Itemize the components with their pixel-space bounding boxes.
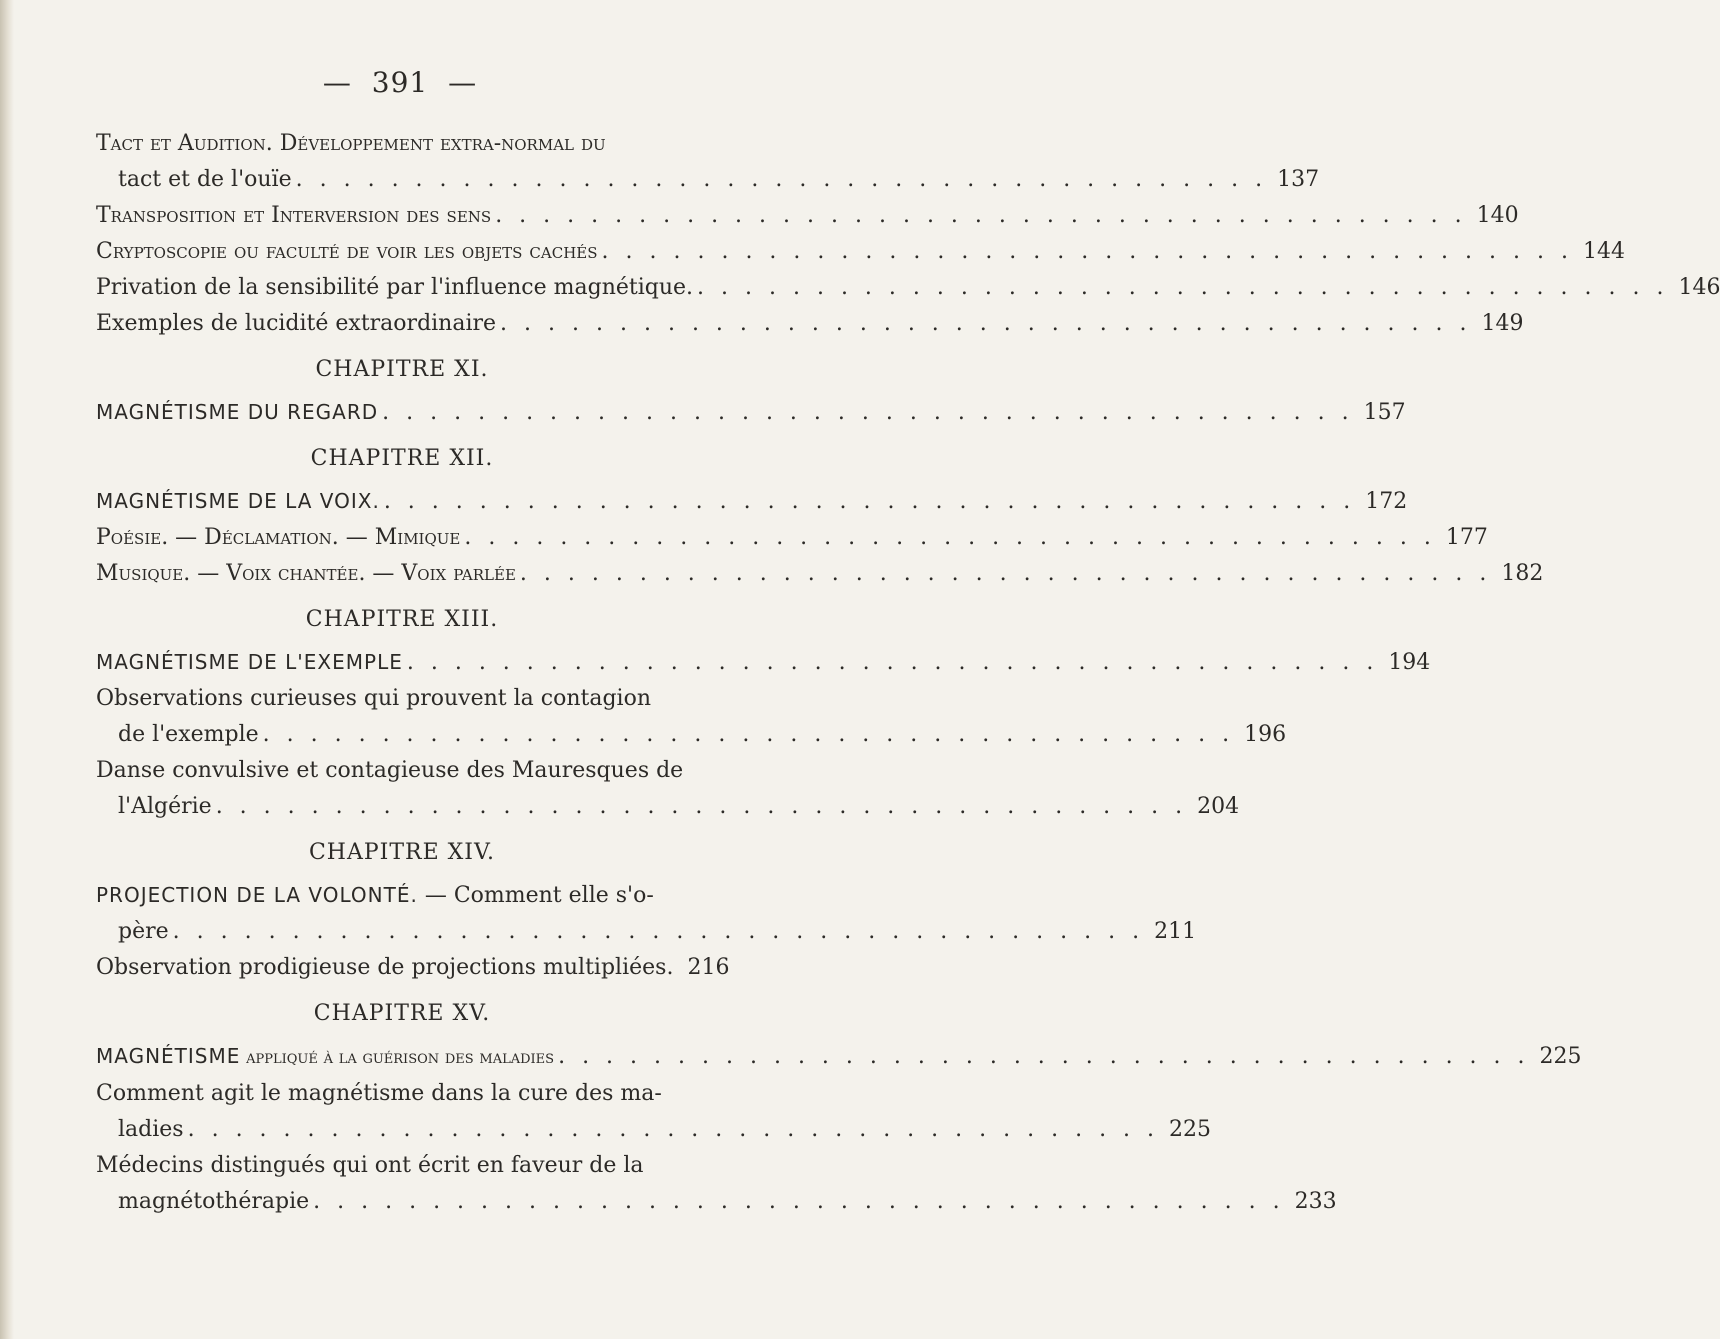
toc-entry-observation-prodigieuse (96, 950, 730, 986)
toc-entry-label: MAGNÉTISME DE L'EXEMPLE (96, 650, 403, 674)
toc-entry-first-sans: PROJECTION DE LA VOLONTÉ. (96, 883, 418, 907)
toc-entry-privation (96, 270, 1720, 306)
leader-dots: . . . . . . . . . . . . . . . . . . . . . . . . . . . . . . . . . . . . . . . . . (601, 239, 1573, 264)
toc-entry-magnetisme-voix (96, 483, 1408, 520)
toc-entry-first-line: Médecins distingués qui ont écrit en faveur de la (96, 1153, 644, 1178)
leader-dots: . . . . . . . . . . . . . . . . . . . . . . . . . . . . . . . . . . . . . . . . . (464, 525, 1436, 550)
chapter-heading-xiii: CHAPITRE XIII. (305, 607, 499, 632)
toc-entry-page: 194 (1388, 650, 1431, 675)
chapter-heading-xiv: CHAPITRE XIV. (308, 840, 496, 865)
toc-entry-label: père (118, 919, 169, 944)
toc-entry-label: magnétothérapie (118, 1189, 310, 1214)
toc-entry-label: Privation de la sensibilité par l'influence magnétique. (96, 275, 694, 300)
toc-entry-label: l'Algérie (118, 794, 212, 819)
toc-entry-label: de l'exemple (118, 722, 259, 747)
toc-entry-page: 177 (1445, 525, 1488, 550)
toc-entry-label: Poésie. — Déclamation. — Mimique (96, 525, 461, 550)
leader-dots: . . . . . . . . . . . . . . . . . . . . . . . . . . . . . . . . . . . . . . . . . (495, 203, 1467, 228)
toc-entry-cryptoscopie (96, 234, 1625, 270)
toc-entry-label: MAGNÉTISME DU REGARD (96, 400, 379, 424)
toc-entry-musique (96, 556, 1544, 592)
leader-dots: . . . . . . . . . . . . . . . . . . . . . . . . . . . . . . . . . . . . . . . . . (500, 311, 1472, 336)
toc-entry-first-line: Danse convulsive et contagieuse des Mauresques de (96, 758, 684, 783)
toc-entry-page: 182 (1501, 561, 1544, 586)
leader-dots: . . . . . . . . . . . . . . . . . . . . . . . . . . . . . . . . . . . . . . . . . (187, 1117, 1160, 1142)
toc-entry-magnetisme-regard (96, 394, 1406, 431)
toc-entry-transposition (96, 198, 1519, 234)
toc-entry-label: Observation prodigieuse de projections multipliées. (96, 955, 674, 980)
toc-entry-page: 137 (1277, 167, 1320, 192)
leader-dots: . . . . . . . . . . . . . . . . . . . . . . . . . . . . . . . . . . . . . . . . . (519, 561, 1492, 586)
toc-entry-page: 146 (1678, 275, 1720, 300)
leader-dots: . . . . . . . . . . . . . . . . . . . . . . . . . . . . . . . . . . . . . . . . . (172, 919, 1145, 944)
toc-entry-page: 211 (1154, 919, 1197, 944)
leader-dots: . . . . . . . . . . . . . . . . . . . . . . . . . . . . . . . . . . . . . . . . . (383, 489, 1356, 514)
leader-dots: . . . . . . . . . . . . . . . . . . . . . . . . . . . . . . . . . . . . . . . . . (215, 794, 1188, 819)
leader-dots: . . . . . . . . . . . . . . . . . . . . . . . . . . . . . . . . . . . . . . . . . (382, 400, 1354, 425)
toc-entry-page: 140 (1476, 203, 1519, 228)
toc-entry-magnetisme-applique (96, 1038, 1582, 1076)
toc-entry-label: tact et de l'ouïe (118, 167, 292, 192)
toc-entry-first-line (96, 877, 708, 914)
toc-entry-label-sc: appliqué à la guérison des maladies (240, 1047, 555, 1068)
toc-entry-label-sans: MAGNÉTISME (96, 1044, 241, 1068)
toc-entry-label: Musique. — Voix chantée. — Voix parlée (96, 561, 516, 586)
page-number: 391 (371, 66, 429, 99)
table-of-contents (96, 126, 1720, 1220)
toc-entry-tact (96, 126, 1320, 198)
toc-entry-medecins (96, 1148, 1337, 1220)
toc-entry-label: Exemples de lucidité extraordinaire (96, 311, 497, 336)
toc-entry-page: 172 (1365, 489, 1408, 514)
leader-dots: . . . . . . . . . . . . . . . . . . . . . . . . . . . . . . . . . . . . . . . . . (295, 167, 1268, 192)
toc-entry-page: 196 (1244, 722, 1287, 747)
chapter-heading-xii: CHAPITRE XII. (310, 446, 494, 471)
toc-entry-label: Cryptoscopie ou faculté de voir les objets cachés (96, 239, 598, 264)
toc-entry-page: 157 (1363, 400, 1406, 425)
leader-dots: . . . . . . . . . . . . . . . . . . . . . . . . . . . . . . . . . . . . . . . . . (313, 1189, 1285, 1214)
book-spine-shadow (0, 0, 14, 1339)
toc-entry-page: 144 (1582, 239, 1625, 264)
toc-entry-first-rest: — Comment elle s'o- (417, 883, 654, 908)
toc-entry-exemples (96, 306, 1524, 342)
toc-entry-first-line: Tact et Audition. Développement extra-normal du (96, 131, 606, 156)
dash-right: — (448, 66, 478, 99)
toc-entry-first-line: Comment agit le magnétisme dans la cure des ma- (96, 1081, 662, 1106)
chapter-heading-xi: CHAPITRE XI. (315, 357, 489, 382)
leader-dots: . . . . . . . . . . . . . . . . . . . . . . . . . . . . . . . . . . . . . . . . . (262, 722, 1235, 747)
toc-entry-poesie (96, 520, 1488, 556)
dash-left: — (322, 66, 352, 99)
page-header (0, 66, 800, 99)
toc-entry-label (96, 1038, 554, 1076)
leader-dots: . . . . . . . . . . . . . . . . . . . . . . . . . . . . . . . . . . . . . . . . . (697, 275, 1669, 300)
toc-entry-comment-agit (96, 1076, 1212, 1148)
chapter-heading-xv: CHAPITRE XV. (313, 1001, 491, 1026)
toc-entry-label: Transposition et Interversion des sens (96, 203, 492, 228)
toc-entry-page: 225 (1169, 1117, 1212, 1142)
toc-entry-magnetisme-exemple (96, 644, 1431, 681)
toc-entry-page: 204 (1197, 794, 1240, 819)
toc-entry-first-line: Observations curieuses qui prouvent la contagion (96, 686, 652, 711)
leader-dots: . . . . . . . . . . . . . . . . . . . . . . . . . . . . . . . . . . . . . . . . . (558, 1044, 1530, 1069)
toc-entry-page: 225 (1539, 1044, 1582, 1069)
toc-entry-observations-contagion (96, 681, 1287, 753)
toc-entry-projection-volonte (96, 877, 1197, 950)
toc-entry-page: 216 (687, 955, 730, 980)
toc-entry-page: 149 (1481, 311, 1524, 336)
toc-entry-label: MAGNÉTISME DE LA VOIX. (96, 489, 380, 513)
toc-entry-page: 233 (1294, 1189, 1337, 1214)
toc-entry-label: ladies (118, 1117, 184, 1142)
leader-dots: . . . . . . . . . . . . . . . . . . . . . . . . . . . . . . . . . . . . . . . . . (406, 650, 1379, 675)
toc-entry-danse-convulsive (96, 753, 1240, 825)
